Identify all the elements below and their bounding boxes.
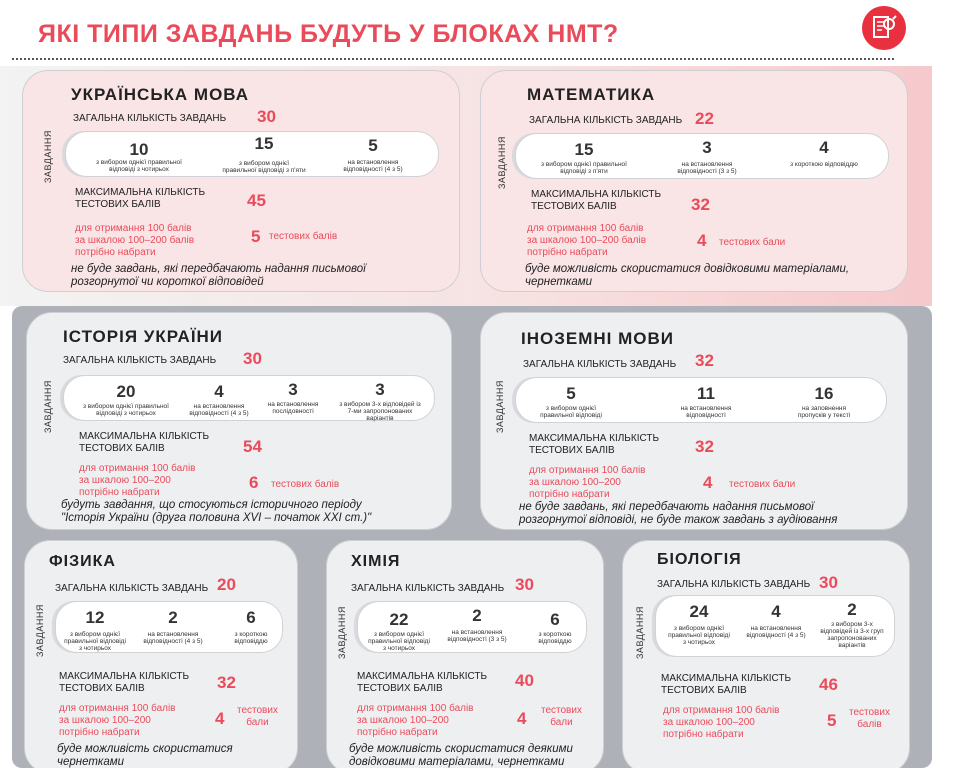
max-label: МАКСИМАЛЬНА КІЛЬКІСТЬ ТЕСТОВИХ БАЛІВ bbox=[59, 671, 190, 694]
task-item: 22 з вибором однієї правильної відповіді з чотирьох bbox=[368, 610, 430, 652]
task-item: 15 з вибором однієї правильної відповіді з п'яти bbox=[222, 134, 306, 174]
total-value: 20 bbox=[217, 575, 236, 594]
tasks-pill bbox=[515, 133, 889, 179]
task-item: 11 на встановлення відповідності bbox=[680, 384, 732, 419]
note: будуть завдання, що стосуються історичного періоду "Історія України (друга половина XVI – початок XXI ст.)" bbox=[61, 499, 372, 524]
card-ukrainian bbox=[22, 70, 460, 292]
need-label: для отримання 100 балів за шкалою 100–200 потрібно набрати bbox=[529, 465, 646, 500]
total-label: ЗАГАЛЬНА КІЛЬКІСТЬ ЗАВДАНЬ bbox=[55, 583, 209, 594]
tasks-pill bbox=[55, 601, 283, 653]
card-physics bbox=[24, 540, 298, 768]
total-value: 22 bbox=[695, 109, 714, 128]
need-unit: тестових бали bbox=[719, 237, 786, 248]
tasks-pill bbox=[65, 131, 439, 177]
need-label: для отримання 100 балів за шкалою 100–200 потрібно набрати bbox=[79, 463, 196, 498]
max-label: МАКСИМАЛЬНА КІЛЬКІСТЬ ТЕСТОВИХ БАЛІВ bbox=[531, 189, 662, 212]
need-value: 5 bbox=[251, 227, 261, 246]
note: буде можливість скористатися деякими довідковими матеріалами, чернетками bbox=[349, 743, 573, 768]
max-value: 45 bbox=[247, 191, 266, 210]
task-item: 20 з вибором однієї правильної відповіді з чотирьох bbox=[83, 382, 169, 417]
total-label: ЗАГАЛЬНА КІЛЬКІСТЬ ЗАВДАНЬ bbox=[529, 115, 683, 126]
need-value: 4 bbox=[517, 709, 527, 728]
need-value: 6 bbox=[249, 473, 259, 492]
task-item: 12 з вибором однієї правильної відповіді з чотирьох bbox=[64, 608, 126, 652]
note: не буде завдань, які передбачають надання письмової розгорнутої чи короткої відповідей bbox=[71, 263, 366, 288]
task-item: 2 на встановлення відповідності (4 з 5) bbox=[143, 608, 203, 645]
max-value: 32 bbox=[217, 673, 236, 692]
max-label: МАКСИМАЛЬНА КІЛЬКІСТЬ ТЕСТОВИХ БАЛІВ bbox=[79, 431, 210, 454]
card-biology bbox=[622, 540, 910, 768]
need-label: для отримання 100 балів за шкалою 100–200 балів потрібно набрати bbox=[75, 223, 195, 258]
total-value: 30 bbox=[243, 349, 262, 368]
note: буде можливість скористатися чернетками bbox=[57, 743, 233, 768]
total-label: ЗАГАЛЬНА КІЛЬКІСТЬ ЗАВДАНЬ bbox=[73, 113, 227, 124]
task-item: 4 на встановлення відповідності (4 з 5) bbox=[189, 382, 249, 417]
max-value: 32 bbox=[695, 437, 714, 456]
need-unit: тестових бали bbox=[729, 479, 796, 490]
need-value: 4 bbox=[215, 709, 225, 728]
note: не буде завдань, які передбачають надання письмової розгорнутої відповіді, не буде також завдань з аудіювання bbox=[519, 501, 838, 526]
note: буде можливість скористатися довідковими матеріалами, чернетками bbox=[525, 263, 850, 288]
total-label: ЗАГАЛЬНА КІЛЬКІСТЬ ЗАВДАНЬ bbox=[523, 359, 677, 370]
tasks-side-label: ЗАВДАННЯ bbox=[337, 606, 347, 659]
tasks-side-label: ЗАВДАННЯ bbox=[35, 604, 45, 657]
subject-title: МАТЕМАТИКА bbox=[527, 85, 656, 104]
task-item: 3 на встановлення відповідності (3 з 5) bbox=[677, 138, 737, 175]
need-value: 5 bbox=[827, 711, 837, 730]
tasks-side-label: ЗАВДАННЯ bbox=[43, 380, 53, 433]
task-item: 2 з вибором 3-х відповідей із 3-х груп запропонованих варіантів bbox=[820, 600, 884, 649]
max-value: 54 bbox=[243, 437, 262, 456]
need-label: для отримання 100 балів за шкалою 100–200 балів потрібно набрати bbox=[527, 223, 647, 258]
document-magnifier-icon bbox=[862, 6, 906, 50]
task-item: 2 на встановлення відповідності (3 з 5) bbox=[447, 606, 507, 643]
total-value: 32 bbox=[695, 351, 714, 370]
need-unit: тестових балів bbox=[269, 231, 338, 242]
max-value: 46 bbox=[819, 675, 838, 694]
card-history bbox=[26, 312, 452, 530]
max-value: 32 bbox=[691, 195, 710, 214]
subject-title: БІОЛОГІЯ bbox=[657, 551, 742, 568]
tasks-side-label: ЗАВДАННЯ bbox=[495, 380, 505, 433]
page-title: ЯКІ ТИПИ ЗАВДАНЬ БУДУТЬ У БЛОКАХ НМТ? bbox=[38, 20, 619, 48]
subject-title: ІСТОРІЯ УКРАЇНИ bbox=[63, 327, 224, 346]
task-item: 10 з вибором однієї правильної відповіді з чотирьох bbox=[96, 140, 182, 173]
card-foreign-languages bbox=[480, 312, 908, 530]
card-math bbox=[480, 70, 908, 292]
tasks-pill bbox=[655, 595, 895, 657]
need-label: для отримання 100 балів за шкалою 100–200 потрібно набрати bbox=[59, 703, 176, 738]
subject-title: ХІМІЯ bbox=[351, 553, 401, 570]
task-item: 16 на заповнення пропусків у тексті bbox=[797, 384, 851, 419]
task-item: 4 з короткою відповіддю bbox=[790, 138, 858, 168]
max-label: МАКСИМАЛЬНА КІЛЬКІСТЬ ТЕСТОВИХ БАЛІВ bbox=[357, 671, 488, 694]
task-item: 5 з вибором однієї правильної відповіді bbox=[540, 384, 602, 419]
total-value: 30 bbox=[257, 107, 276, 126]
task-item: 5 на встановлення відповідності (4 з 5) bbox=[343, 136, 403, 173]
total-value: 30 bbox=[819, 573, 838, 592]
max-label: МАКСИМАЛЬНА КІЛЬКІСТЬ ТЕСТОВИХ БАЛІВ bbox=[529, 433, 660, 456]
task-item: 3 з вибором 3-х відповідей із 7-ми запропонованих варіантів bbox=[339, 380, 421, 422]
total-label: ЗАГАЛЬНА КІЛЬКІСТЬ ЗАВДАНЬ bbox=[657, 579, 811, 590]
tasks-pill bbox=[63, 375, 435, 421]
need-unit: тестових бали bbox=[237, 705, 278, 728]
subject-title: ФІЗИКА bbox=[49, 553, 116, 570]
task-item: 4 на встановлення відповідності (4 з 5) bbox=[746, 602, 806, 639]
task-item: 15 з вибором однієї правильної відповіді з п'яти bbox=[541, 140, 627, 175]
need-label: для отримання 100 балів за шкалою 100–200 потрібно набрати bbox=[663, 705, 780, 740]
total-value: 30 bbox=[515, 575, 534, 594]
tasks-side-label: ЗАВДАННЯ bbox=[497, 136, 507, 189]
tasks-side-label: ЗАВДАННЯ bbox=[43, 130, 53, 183]
need-unit: тестових балів bbox=[271, 479, 340, 490]
need-unit: тестових балів bbox=[849, 707, 890, 730]
total-label: ЗАГАЛЬНА КІЛЬКІСТЬ ЗАВДАНЬ bbox=[63, 355, 217, 366]
tasks-side-label: ЗАВДАННЯ bbox=[635, 606, 645, 659]
task-item: 3 на встановлення послідовності bbox=[267, 380, 319, 415]
max-value: 40 bbox=[515, 671, 534, 690]
subject-title: ІНОЗЕМНІ МОВИ bbox=[521, 329, 674, 348]
need-label: для отримання 100 балів за шкалою 100–200 потрібно набрати bbox=[357, 703, 474, 738]
tasks-pill bbox=[515, 377, 887, 423]
tasks-pill bbox=[357, 601, 587, 653]
need-unit: тестових бали bbox=[541, 705, 582, 728]
card-chemistry bbox=[326, 540, 604, 768]
max-label: МАКСИМАЛЬНА КІЛЬКІСТЬ ТЕСТОВИХ БАЛІВ bbox=[75, 187, 206, 210]
title-divider bbox=[12, 58, 894, 60]
need-value: 4 bbox=[703, 473, 713, 492]
max-label: МАКСИМАЛЬНА КІЛЬКІСТЬ ТЕСТОВИХ БАЛІВ bbox=[661, 673, 792, 696]
task-item: 6 з короткою відповіддю bbox=[234, 608, 268, 645]
need-value: 4 bbox=[697, 231, 707, 250]
total-label: ЗАГАЛЬНА КІЛЬКІСТЬ ЗАВДАНЬ bbox=[351, 583, 505, 594]
subject-title: УКРАЇНСЬКА МОВА bbox=[71, 85, 250, 104]
task-item: 24 з вибором однієї правильної відповіді з чотирьох bbox=[668, 602, 730, 646]
task-item: 6 з короткою відповіддю bbox=[538, 610, 572, 645]
